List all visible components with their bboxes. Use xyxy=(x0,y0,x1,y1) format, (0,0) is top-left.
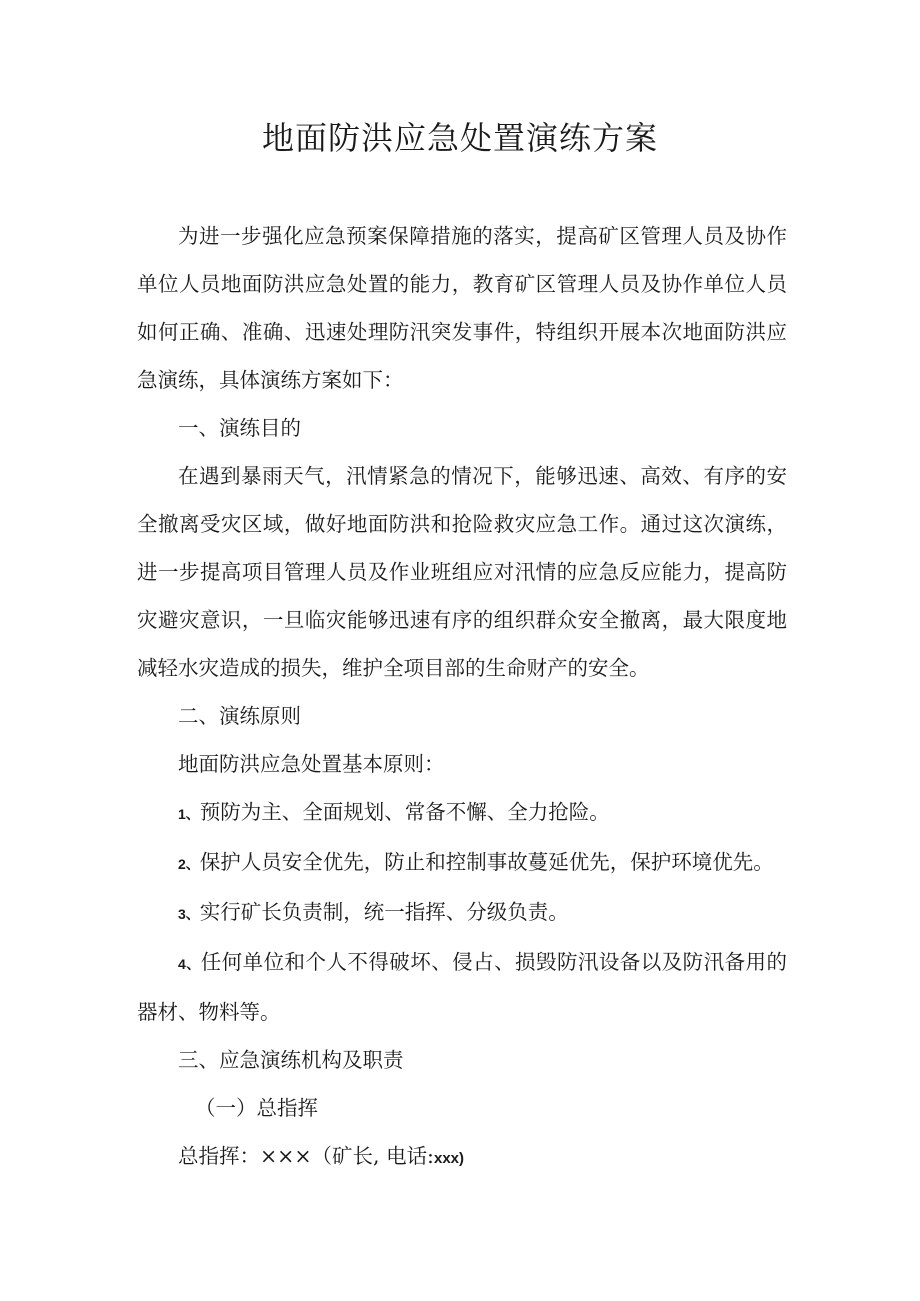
intro-paragraph: 为进一步强化应急预案保障措施的落实，提高矿区管理人员及协作单位人员地面防洪应急处置的能力，教育矿区管理人员及协作单位人员如何正确、准确、迅速处理防汛突发事件，特组织开展本次地面防洪应急演练，具体演练方案如下： xyxy=(137,224,787,392)
principle-number: 2、 xyxy=(178,856,200,872)
commander-prefix: 总指挥：×××（矿长, 电话: xyxy=(178,1144,434,1168)
section2-lead: 地面防洪应急处置基本原则： xyxy=(178,752,445,776)
commander-suffix: ) xyxy=(459,1150,465,1167)
principle-item-3 xyxy=(137,888,787,938)
section1-paragraph: 在遇到暴雨天气，汛情紧急的情况下，能够迅速、高效、有序的安全撤离受灾区域，做好地面防洪和抢险救灾应急工作。通过这次演练，进一步提高项目管理人员及作业班组应对汛情的应急反应能力，提高防灾避灾意识，一旦临灾能够迅速有序的组织群众安全撤离，最大限度地减轻水灾造成的损失，维护全项目部的生命财产的安全。 xyxy=(137,464,787,680)
commander-line xyxy=(137,1132,787,1183)
section3-heading: 三、应急演练机构及职责 xyxy=(178,1048,404,1072)
principle-item-2 xyxy=(137,838,787,888)
principle-item-1 xyxy=(137,788,787,838)
principle-number: 1、 xyxy=(178,806,200,822)
section1-heading: 一、演练目的 xyxy=(178,416,301,440)
principle-item-4 xyxy=(137,938,787,1036)
document-title: 地面防洪应急处置演练方案 xyxy=(261,119,658,157)
principle-text: 保护人员安全优先，防止和控制事故蔓延优先，保护环境优先。 xyxy=(199,850,774,874)
principle-text: 预防为主、全面规划、常备不懈、全力抢险。 xyxy=(199,800,610,824)
principle-text: 实行矿长负责制，统一指挥、分级负责。 xyxy=(199,900,569,924)
section2-heading: 二、演练原则 xyxy=(178,704,301,728)
principle-number: 3、 xyxy=(178,906,200,922)
principle-number: 4、 xyxy=(178,956,201,972)
section3-sub1-heading: （一）总指挥 xyxy=(195,1096,318,1120)
principle-text: 任何单位和个人不得破坏、侵占、损毁防汛设备以及防汛备用的器材、物料等。 xyxy=(137,950,787,1024)
document-body xyxy=(137,212,787,1183)
commander-phone: xxx xyxy=(433,1150,460,1167)
